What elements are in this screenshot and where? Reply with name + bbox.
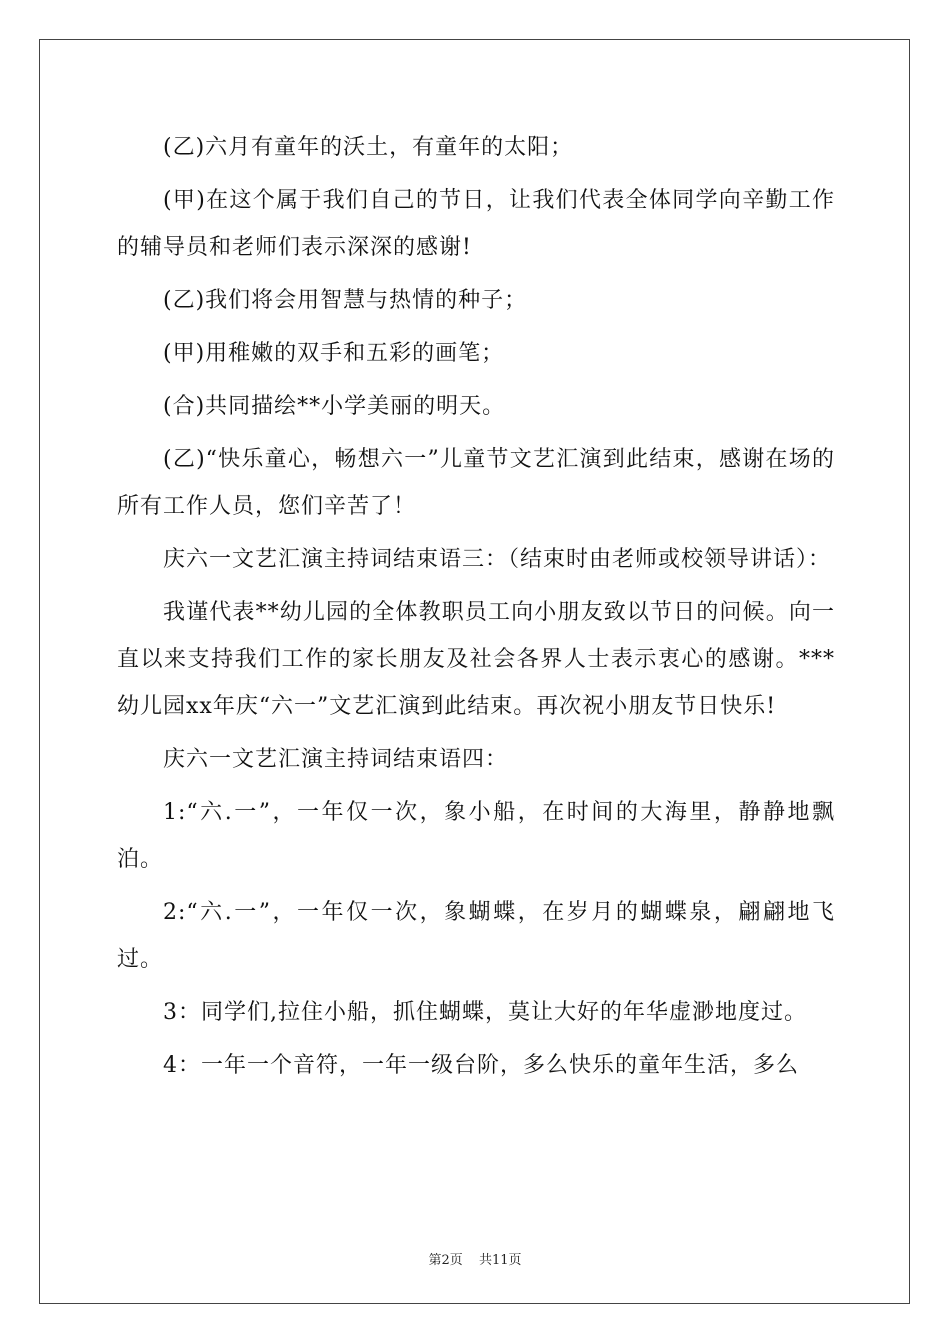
section-heading: 庆六一文艺汇演主持词结束语三：（结束时由老师或校领导讲话）： <box>163 547 832 572</box>
page-total: 共11页 <box>478 1253 522 1268</box>
paragraph: (甲)在这个属于我们自己的节日，让我们代表全体同学向辛勤工作的辅导员和老师们表示深深的感谢! <box>117 188 835 260</box>
paragraph: (乙)六月有童年的沃土，有童年的太阳； <box>163 135 574 160</box>
page-footer <box>0 1249 950 1268</box>
paragraph: (乙)“快乐童心，畅想六一”儿童节文艺汇演到此结束，感谢在场的所有工作人员，您们辛苦了！ <box>117 447 835 519</box>
paragraph: (乙)我们将会用智慧与热情的种子； <box>163 288 528 313</box>
paragraph: 2:“六.一”，一年仅一次，象蝴蝶，在岁月的蝴蝶泉，翩翩地飞过。 <box>117 900 835 972</box>
paragraph: (甲)用稚嫩的双手和五彩的画笔； <box>163 341 505 366</box>
page-number: 第2页 <box>428 1253 463 1268</box>
paragraph: 3：同学们,拉住小船，抓住蝴蝶，莫让大好的年华虚渺地度过。 <box>163 1000 807 1025</box>
paragraph: 我谨代表**幼儿园的全体教职员工向小朋友致以节日的问候。向一直以来支持我们工作的家长朋友及社会各界人士表示衷心的感谢。***幼儿园xx年庆“六一”文艺汇演到此结束。再次祝小朋友节日快乐! <box>117 600 835 719</box>
section-heading: 庆六一文艺汇演主持词结束语四： <box>163 747 509 772</box>
document-body <box>117 124 835 1095</box>
paragraph: (合)共同描绘**小学美丽的明天。 <box>163 394 506 419</box>
paragraph: 1:“六.一”，一年仅一次，象小船，在时间的大海里，静静地飘泊。 <box>117 800 835 872</box>
paragraph: 4：一年一个音符，一年一级台阶，多么快乐的童年生活，多么 <box>163 1053 799 1078</box>
